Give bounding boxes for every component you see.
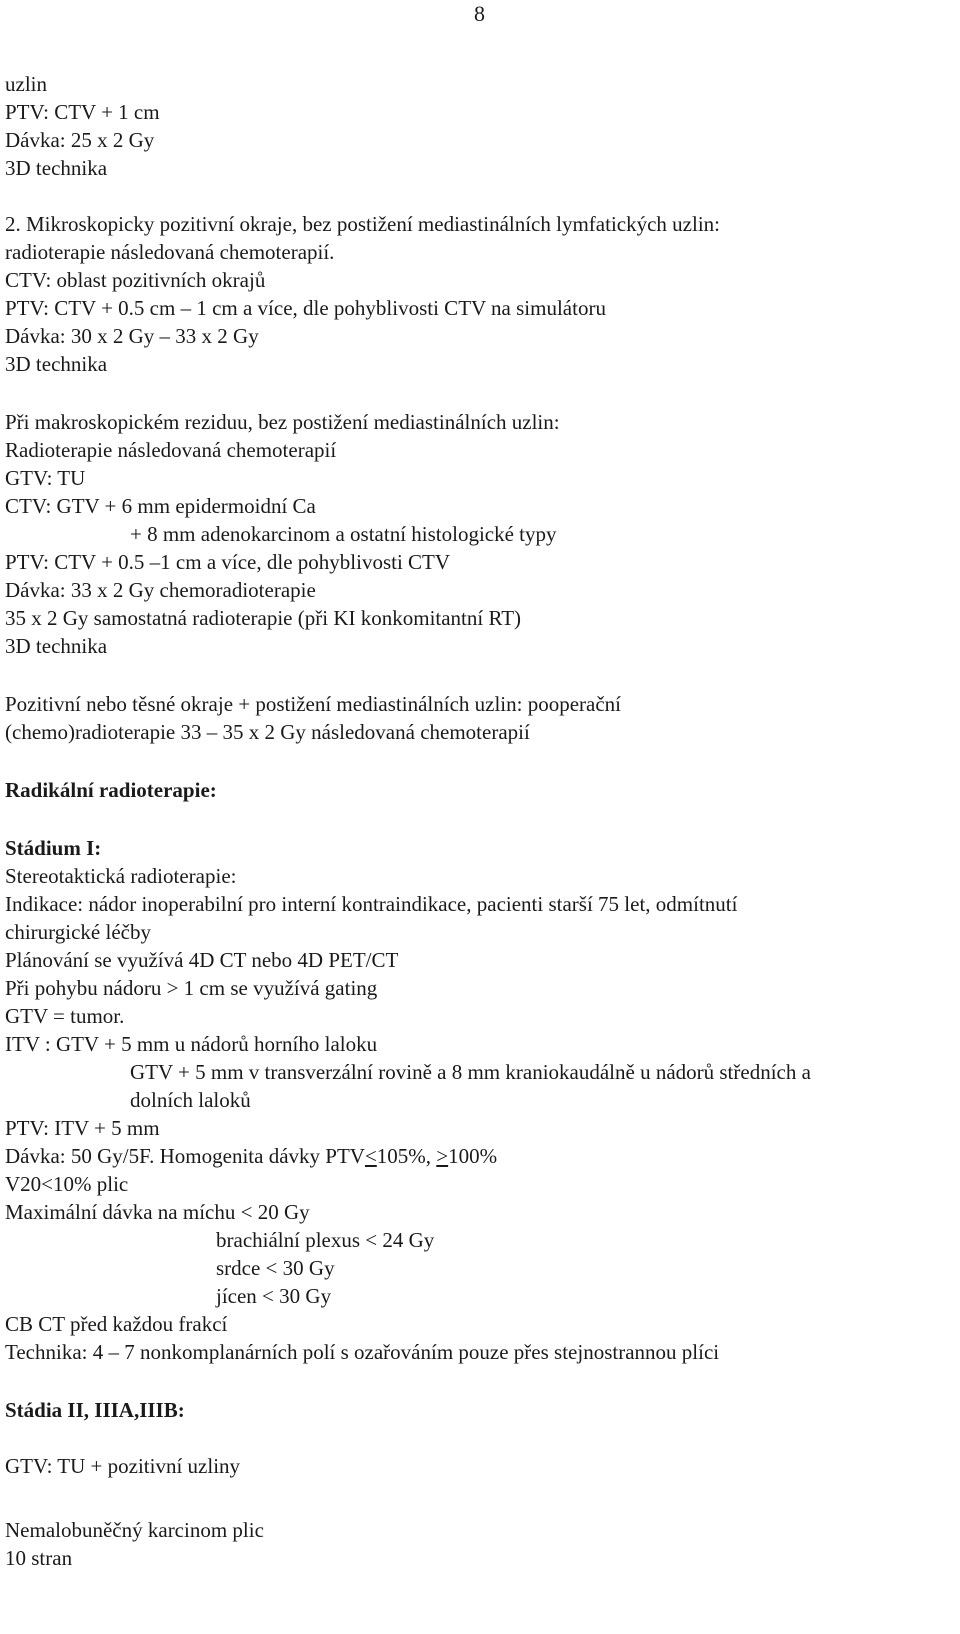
text-line: GTV: TU [5,466,86,490]
less-equal-symbol: < [364,1144,377,1168]
text-line: 35 x 2 Gy samostatná radioterapie (při KI konkomitantní RT) [5,606,522,630]
text-line: + 8 mm adenokarcinom a ostatní histologické typy [130,522,557,546]
text-line: chirurgické léčby [5,920,151,944]
text-line: PTV: CTV + 0.5 cm – 1 cm a více, dle pohyblivosti CTV na simulátoru [5,296,606,320]
section-heading: Radikální radioterapie: [5,778,217,802]
text-line: GTV: TU + pozitivní uzliny [5,1454,241,1478]
text-line: CTV: oblast pozitivních okrajů [5,268,266,292]
text-line: PTV: CTV + 1 cm [5,100,160,124]
text-line: 3D technika [5,634,108,658]
text-line: CTV: GTV + 6 mm epidermoidní Ca [5,494,316,518]
text-line: Plánování se využívá 4D CT nebo 4D PET/CT [5,948,399,972]
text-line: Technika: 4 – 7 nonkomplanárních polí s ozařováním pouze přes stejnostrannou plíci [5,1340,720,1364]
text-line: GTV + 5 mm v transverzální rovině a 8 mm kraniokaudálně u nádorů středních a [130,1060,811,1084]
text-line: 3D technika [5,352,108,376]
footer-pages: 10 stran [5,1546,73,1570]
text-span: 100% [448,1144,498,1168]
text-line: dolních laloků [130,1088,251,1112]
text-span: 105%, [376,1144,437,1168]
text-line: Při pohybu nádoru > 1 cm se využívá gating [5,976,378,1000]
text-span: Dávka: 50 Gy/5F. Homogenita dávky PTV [5,1144,365,1168]
text-line: Dávka: 25 x 2 Gy [5,128,155,152]
text-line: ITV : GTV + 5 mm u nádorů horního laloku [5,1032,378,1056]
text-line: Při makroskopickém reziduu, bez postižení mediastinálních uzlin: [5,410,560,434]
text-line: brachiální plexus < 24 Gy [216,1228,435,1252]
text-line: V20<10% plic [5,1172,129,1196]
section-heading: Stádium I: [5,836,102,860]
text-line: Radioterapie následovaná chemoterapií [5,438,337,462]
text-line: uzlin [5,72,47,96]
text-line: jícen < 30 Gy [216,1284,332,1308]
text-line: 2. Mikroskopicky pozitivní okraje, bez postižení mediastinálních lymfatických uzlin: [5,212,720,236]
dose-homogeneity-line [5,1142,497,1170]
text-line: Pozitivní nebo těsné okraje + postižení mediastinálních uzlin: pooperační [5,692,622,716]
text-line: radioterapie následovaná chemoterapií. [5,240,335,264]
text-line: Indikace: nádor inoperabilní pro interní kontraindikace, pacienti starší 75 let, odmítnutí [5,892,738,916]
greater-equal-symbol: > [436,1144,449,1168]
text-line: Dávka: 30 x 2 Gy – 33 x 2 Gy [5,324,259,348]
text-line: (chemo)radioterapie 33 – 35 x 2 Gy následovaná chemoterapií [5,720,530,744]
section-heading: Stádia II, IIIA,IIIB: [5,1398,185,1422]
page-number: 8 [474,1,485,26]
text-line: 3D technika [5,156,108,180]
text-line: PTV: CTV + 0.5 –1 cm a více, dle pohyblivosti CTV [5,550,451,574]
text-line: Dávka: 33 x 2 Gy chemoradioterapie [5,578,316,602]
text-line: PTV: ITV + 5 mm [5,1116,160,1140]
footer-title: Nemalobuněčný karcinom plic [5,1518,264,1542]
text-line: Maximální dávka na míchu < 20 Gy [5,1200,310,1224]
text-line: srdce < 30 Gy [216,1256,335,1280]
text-line: CB CT před každou frakcí [5,1312,228,1336]
text-line: GTV = tumor. [5,1004,125,1028]
text-line: Stereotaktická radioterapie: [5,864,237,888]
